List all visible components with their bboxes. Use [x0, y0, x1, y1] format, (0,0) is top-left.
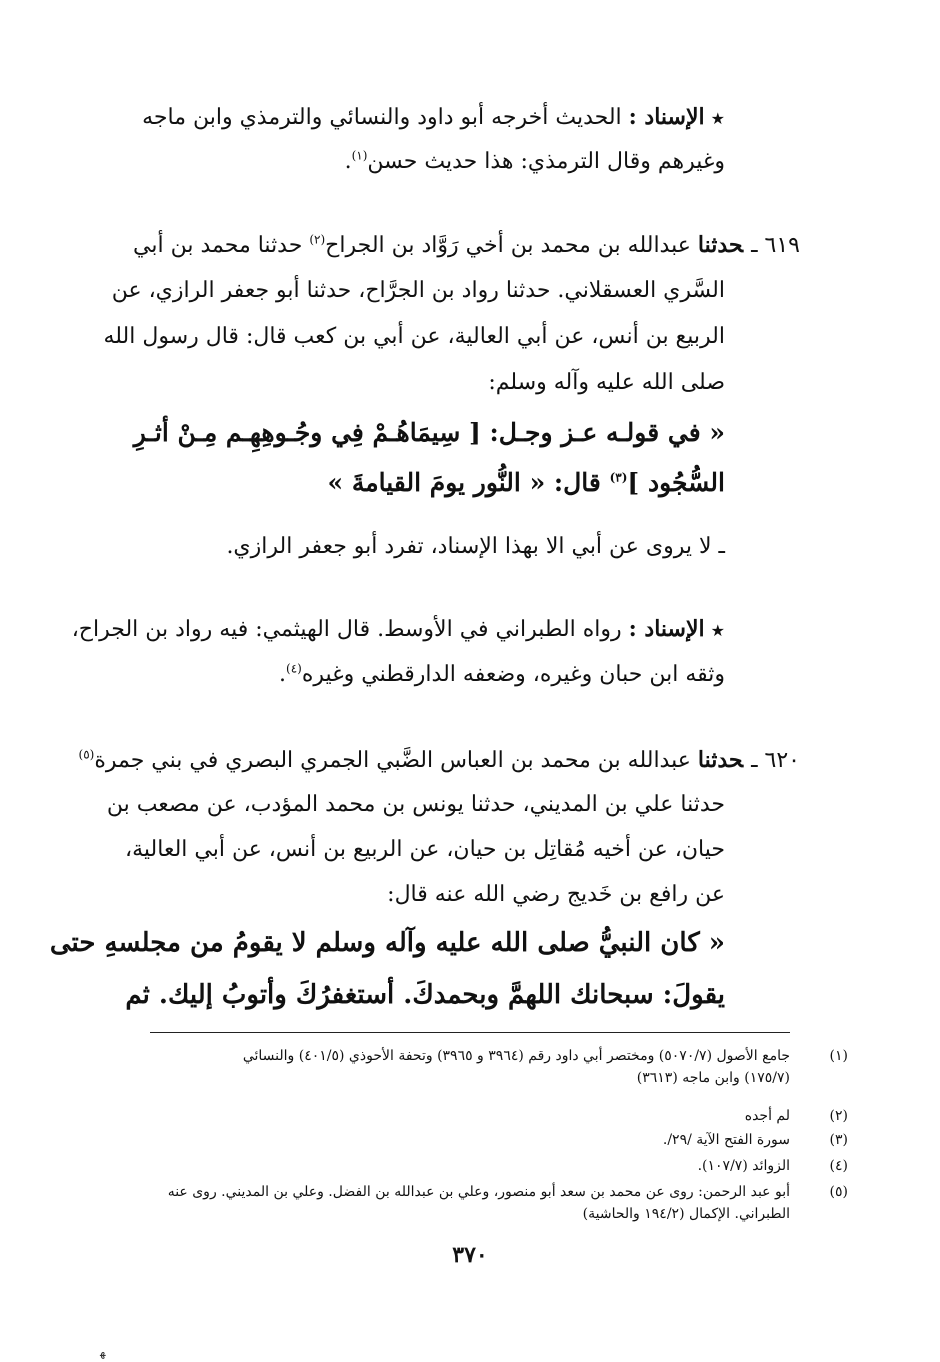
hadith-620-line-3 [125, 835, 725, 865]
text-run: حيان، عن أخيه مُقاتِل بن حيان، عن الربيع بن أنس، عن أبي العالية، [125, 837, 725, 862]
hadith-620-line-1 [79, 745, 801, 776]
quote-text: « كان النبيُّ صلى الله عليه وآله وسلم لا يقومُ من مجلسهِ حتى [49, 928, 725, 958]
hadith-number: ٦١٩ ـ [751, 233, 800, 258]
text-run: رواه الطبراني في الأوسط. قال الهيثمي: فيه رواد بن الجراح، [71, 617, 622, 642]
footnote-text: جامع الأصول (٥٠٧٠/٧) ومختصر أبي داود رقم (٣٩٦٤ و ٣٩٦٥) وتحفة الأحوذي (٤٠١/٥) والنسائي [242, 1048, 790, 1064]
footnote-ref: (١) [351, 148, 368, 163]
quote-text: السُّجُود ] [627, 468, 725, 497]
footnote-number: (٥) [829, 1184, 848, 1200]
footnote-1 [30, 1046, 848, 1088]
footnote-3 [30, 1130, 848, 1150]
footnote-text: أبو عبد الرحمن: روى عن محمد بن سعد أبو منصور، وعلي بن عبدالله بن الفضل. وعلي بن المديني. روى عنه [167, 1184, 790, 1200]
text-run: ـ لا يروى عن أبي الا بهذا الإسناد، تفرد أبو جعفر الرازي. [226, 534, 725, 559]
hadith-619-note [226, 532, 725, 562]
footnote-5 [30, 1182, 848, 1224]
hadith-label: حدثنا [697, 232, 744, 258]
hadith-number: ٦٢٠ ـ [751, 748, 800, 773]
text-run: وثقه ابن حبان وغيره، وضعفه الدارقطني وغيره [301, 662, 725, 687]
star-icon: ★ [710, 621, 725, 640]
footnote-text: سورة الفتح الآية /٢٩/. [662, 1132, 790, 1148]
text-run: صلى الله عليه وآله وسلم: [488, 370, 725, 395]
quote-text: يقولَ: سبحانك اللهمَّ وبحمدكَ. أستغفرُكَ وأتوبُ إليك. ثم [125, 980, 725, 1010]
footnote-text: لم أجده [744, 1108, 790, 1124]
hadith-620-quote-1 [50, 925, 725, 961]
star-icon: ★ [710, 109, 725, 128]
footnote-number: (٢) [829, 1108, 848, 1124]
text-run: . [279, 662, 287, 687]
footnote-ref: (٢) [309, 232, 326, 247]
text-run: وغيرهم وقال الترمذي: هذا حديث حسن [367, 149, 725, 174]
hadith-619-line-4 [488, 368, 725, 398]
hadith-619-quote-2 [328, 466, 725, 500]
text-run: عبدالله بن محمد بن العباس الضَّبي الجمري البصري في بني جمرة [94, 748, 691, 773]
text-run: الحديث أخرجه أبو داود والنسائي والترمذي وابن ماجه [142, 105, 622, 130]
hadith-620-line-2 [107, 790, 725, 820]
isnad-1-line-1 [142, 102, 725, 134]
isnad-label: الإسناد : [628, 616, 705, 642]
isnad-label: الإسناد : [628, 104, 705, 130]
text-run: عبدالله بن محمد بن أخي رَوَّاد بن الجراح [325, 233, 691, 258]
footnote-number: (٤) [829, 1158, 848, 1174]
footnote-number: (٣) [829, 1132, 848, 1148]
isnad-2-line-1 [72, 614, 725, 646]
text-run: الربيع بن أنس، عن أبي العالية، عن أبي بن كعب قال: قال رسول الله [103, 324, 725, 349]
footnote-2 [30, 1106, 848, 1126]
hadith-619-line-1 [133, 230, 800, 261]
text-run: . [344, 149, 352, 174]
footnote-number: (١) [829, 1048, 848, 1064]
footnote-ref: (٣) [609, 470, 628, 485]
hadith-620-line-4 [387, 880, 725, 910]
isnad-2-line-2 [279, 660, 725, 690]
isnad-1-line-2 [345, 147, 725, 177]
text-run: السَّري العسقلاني. حدثنا رواد بن الجرَّاح، حدثنا أبو جعفر الرازي، عن [111, 278, 725, 303]
hadith-619-quote-1 [134, 416, 725, 450]
scan-speck: ﻬ [100, 1345, 106, 1359]
quote-text: قال: « النُّور يومَ القيامةَ » [327, 468, 601, 497]
text-run: حدثنا علي بن المديني، حدثنا يونس بن محمد المؤدب، عن مصعب بن [106, 792, 725, 817]
text-run: حدثنا محمد بن أبي [133, 233, 303, 258]
footnote-4 [30, 1156, 848, 1176]
footnote-ref: (٥) [78, 747, 95, 762]
quote-text: « في قولـه عـز وجـل: [ سِيمَاهُـمْ فِي وجُـوهِهِـم مِـنْ أثـرِ [133, 418, 725, 447]
hadith-619-line-2 [112, 276, 725, 306]
footnote-text: الزوائد (١٠٧/٧). [697, 1158, 790, 1174]
footnote-text: الطبراني. الإكمال (١٩٤/٢ والحاشية) [582, 1206, 790, 1222]
hadith-620-quote-2 [125, 977, 725, 1013]
text-run: عن رافع بن خَديج رضي الله عنه قال: [387, 882, 725, 907]
page-number: ٣٧٠ [452, 1242, 488, 1268]
hadith-label: حدثنا [697, 747, 744, 773]
hadith-619-line-3 [103, 322, 725, 352]
footnote-text: (١٧٥/٧) وابن ماجه (٣٦١٣) [636, 1070, 790, 1086]
footnote-ref: (٤) [286, 661, 302, 676]
footnote-separator [150, 1032, 790, 1033]
